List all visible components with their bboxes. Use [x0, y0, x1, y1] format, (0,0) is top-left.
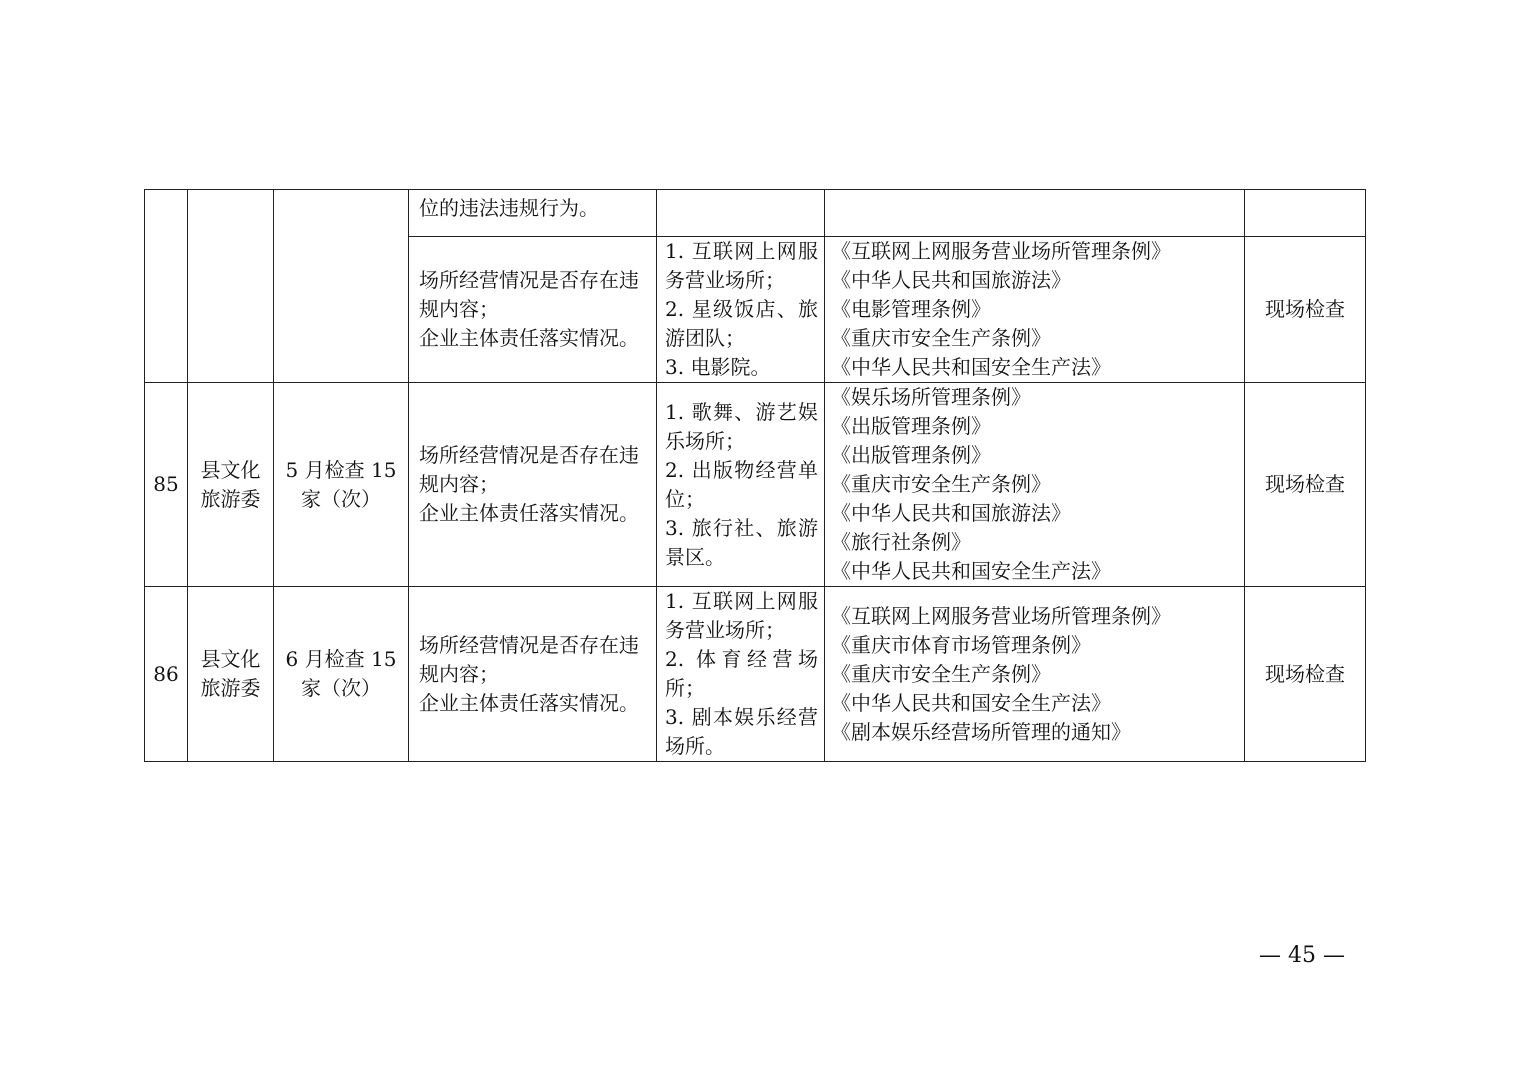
row-number-cell: 85 — [145, 383, 188, 587]
unit-cell — [188, 190, 274, 383]
method-cell: 现场检查 — [1245, 587, 1366, 762]
objects-cell: 1. 歌舞、游艺娱乐场所； 2. 出版物经营单位； 3. 旅行社、旅游景区。 — [657, 383, 825, 587]
unit-cell: 县文化 旅游委 — [188, 587, 274, 762]
basis-cell: 《娱乐场所管理条例》 《出版管理条例》 《出版管理条例》 《重庆市安全生产条例》 《中华人民共和国旅游法》 《旅行社条例》 《中华人民共和国安全生产法》 — [825, 383, 1245, 587]
method-cell: 现场检查 — [1245, 237, 1366, 383]
basis-cell — [825, 190, 1245, 237]
table-row — [145, 190, 1366, 237]
content-cell: 场所经营情况是否存在违规内容； 企业主体责任落实情况。 — [409, 587, 657, 762]
basis-cell: 《互联网上网服务营业场所管理条例》 《重庆市体育市场管理条例》 《重庆市安全生产条例》 《中华人民共和国安全生产法》 《剧本娱乐经营场所管理的通知》 — [825, 587, 1245, 762]
method-cell: 现场检查 — [1245, 383, 1366, 587]
frequency-cell: 6 月检查 15 家（次） — [274, 587, 409, 762]
objects-cell — [657, 190, 825, 237]
table-row — [145, 383, 1366, 587]
row-number-cell: 86 — [145, 587, 188, 762]
unit-cell: 县文化 旅游委 — [188, 383, 274, 587]
content-cell: 场所经营情况是否存在违规内容； 企业主体责任落实情况。 — [409, 237, 657, 383]
basis-cell: 《互联网上网服务营业场所管理条例》 《中华人民共和国旅游法》 《电影管理条例》 《重庆市安全生产条例》 《中华人民共和国安全生产法》 — [825, 237, 1245, 383]
method-cell — [1245, 190, 1366, 237]
content-cell: 场所经营情况是否存在违规内容； 企业主体责任落实情况。 — [409, 383, 657, 587]
objects-cell: 1. 互联网上网服务营业场所； 2. 体育经营场所； 3. 剧本娱乐经营场所。 — [657, 587, 825, 762]
frequency-cell — [274, 190, 409, 383]
row-number-cell — [145, 190, 188, 383]
table-row — [145, 587, 1366, 762]
frequency-cell: 5 月检查 15 家（次） — [274, 383, 409, 587]
objects-cell: 1. 互联网上网服务营业场所； 2. 星级饭店、旅游团队； 3. 电影院。 — [657, 237, 825, 383]
page-number: — 45 — — [1259, 943, 1345, 968]
inspection-table — [144, 189, 1366, 762]
content-cell: 位的违法违规行为。 — [409, 190, 657, 237]
